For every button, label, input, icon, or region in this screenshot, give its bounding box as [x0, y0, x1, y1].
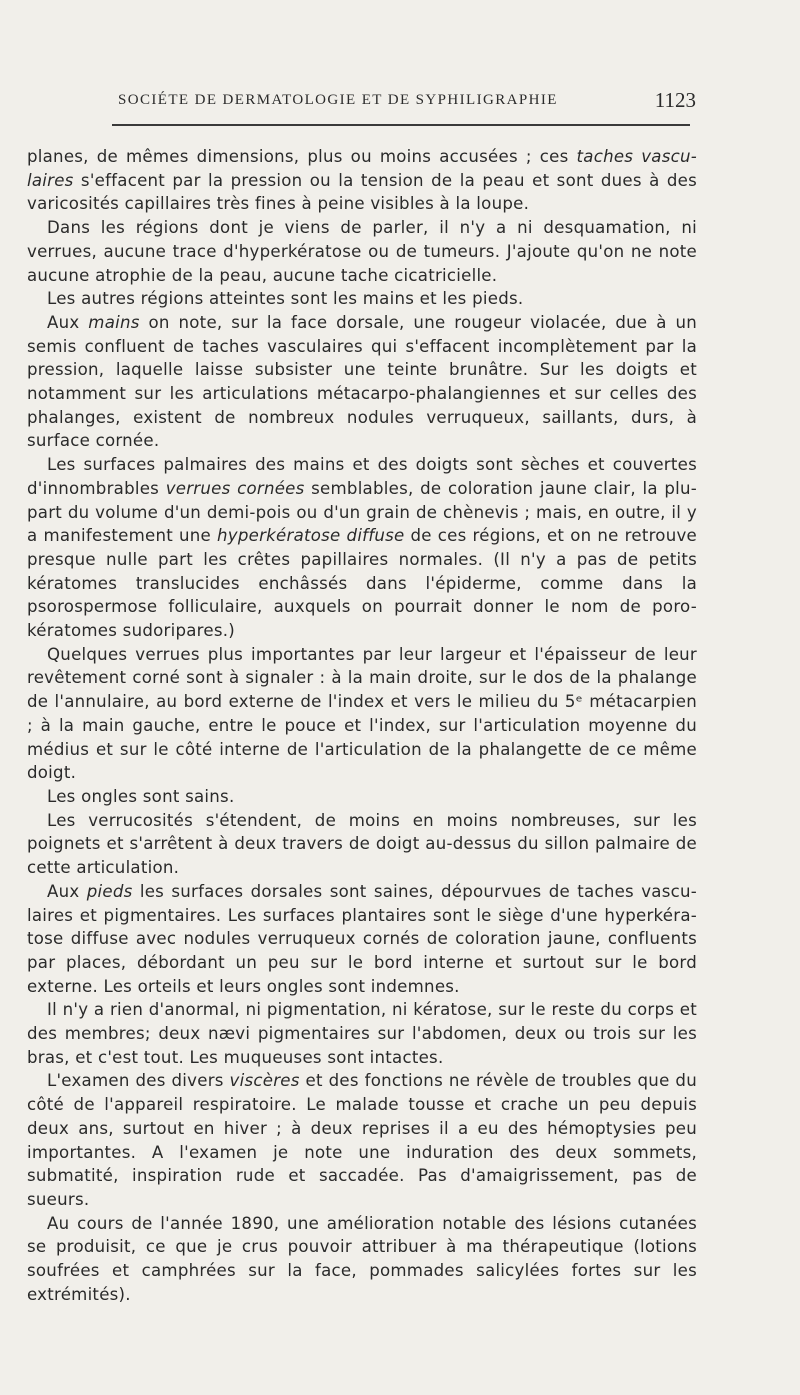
italic-term: viscères [229, 1071, 300, 1091]
italic-term: mains [88, 312, 140, 332]
text-run: les surfaces dorsales sont saines, dépourvues de taches vascu-laires et pigmentaires. Les surfaces plantaires sont le siège d'une hyperkéra-tose diffuse avec nodules verruqueux cornés de coloration jaune, confluents par places, débordant un peu sur le bord interne et surtout sur le bord externe. Les orteils et leurs ongles sont indemnes. [27, 881, 698, 996]
paragraph [27, 287, 697, 311]
paragraph [27, 643, 697, 785]
paragraph [27, 145, 697, 216]
text-run: Dans les régions dont je viens de parler, il n'y a ni desquamation, ni verrues, aucune trace d'hyperkératose ou de tumeurs. J'ajoute qu'on ne note aucune atrophie de la peau, aucune tache cicatricielle. [27, 218, 697, 285]
paragraph [27, 998, 697, 1069]
text-run: de ces régions, et on ne retrouve presque nulle part les crêtes papillaires normales. (Il n'y a pas de petits kératomes translucides enchâssés dans l'épiderme, comme dans la psorospermose folliculaire, auxquels on pourrait donner le nom de poro-kératomes sudoripares.) [27, 526, 697, 641]
page-number: 1123 [654, 88, 696, 112]
text-run: Les verrucosités s'étendent, de moins en moins nombreuses, sur les poignets et s'arrêtent à deux travers de doigt au-dessus du sillon palmaire de cette articulation. [27, 810, 697, 878]
italic-term: verrues cornées [165, 478, 305, 498]
text-run: Il n'y a rien d'anormal, ni pigmentation, ni kératose, sur le reste du corps et des membres; deux nævi pigmentaires sur l'abdomen, deux ou trois sur les bras, et c'est tout. Les muqueuses sont intactes. [27, 1000, 697, 1067]
paragraph [27, 216, 697, 287]
text-run: s'effacent par la pression ou la tension de la peau et sont dues à des varicosités capillaires très fines à peine visibles à la loupe. [27, 170, 697, 214]
text-run: Aux [47, 881, 87, 901]
paragraph [27, 880, 697, 999]
header-rule [112, 124, 690, 126]
running-head: SOCIÉTE DE DERMATOLOGIE ET DE SYPHILIGRAPHIE [118, 92, 558, 108]
page-header [118, 88, 696, 118]
text-run: et des fonctions ne révèle de troubles que du côté de l'appareil respiratoire. Le malade tousse et crache un peu depuis deux ans, surtout en hiver ; à deux reprises il a eu des hémoptysies peu importantes. A l'examen je note une induration des deux sommets, submatité, inspiration rude et saccadée. Pas d'amaigrissement, pas de sueurs. [27, 1071, 697, 1209]
text-run: Aux [47, 312, 89, 332]
text-run: Les autres régions atteintes sont les mains et les pieds. [47, 289, 524, 309]
text-run: semblables, de coloration jaune clair, la plu-part du volume d'un demi-pois ou d'un grain de chènevis ; mais, en outre, il y a manifestement une [27, 478, 698, 546]
body-text [27, 145, 697, 1306]
paragraph [27, 311, 697, 453]
paragraph [27, 1069, 697, 1211]
text-run: Au cours de l'année 1890, une amélioration notable des lésions cutanées se produisit, ce que je crus pouvoir attribuer à ma thérapeutique (lotions soufrées et camphrées sur la face, pommades salicylées fortes sur les extrémités). [27, 1213, 697, 1304]
text-run: Les surfaces palmaires des mains et des doigts sont sèches et couvertes d'innombrables [27, 455, 697, 498]
paragraph [27, 809, 697, 880]
text-run: L'examen des divers [47, 1071, 230, 1091]
italic-term: pieds [86, 881, 133, 901]
paragraph [27, 785, 697, 809]
paragraph [27, 453, 697, 643]
text-run: Quelques verrues plus importantes par leur largeur et l'épaisseur de leur revêtement corné sont à signaler : à la main droite, sur le dos de la phalange de l'annulaire, au bord externe de l'index et vers le milieu du 5ᵉ métacarpien ; à la main gauche, entre le pouce et l'index, sur l'articulation moyenne du médius et sur le côté interne de l'articulation de la phalangette de ce même doigt. [27, 644, 697, 783]
text-run: Les ongles sont sains. [47, 786, 235, 806]
text-run: on note, sur la face dorsale, une rougeur violacée, due à un semis confluent de taches vasculaires qui s'effacent incomplètement par la pression, laquelle laisse subsister une teinte brunâtre. Sur les doigts et notamment sur les articulations métacarpo-phalangiennes et sur celles des phalanges, existent de nombreux nodules verruqueux, saillants, durs, à surface cornée. [27, 312, 697, 451]
italic-term: taches vascu-laires [27, 147, 697, 190]
text-run: planes, de mêmes dimensions, plus ou moins accusées ; ces [27, 147, 577, 166]
paragraph [27, 1212, 697, 1307]
italic-term: hyperkératose diffuse [217, 526, 405, 546]
